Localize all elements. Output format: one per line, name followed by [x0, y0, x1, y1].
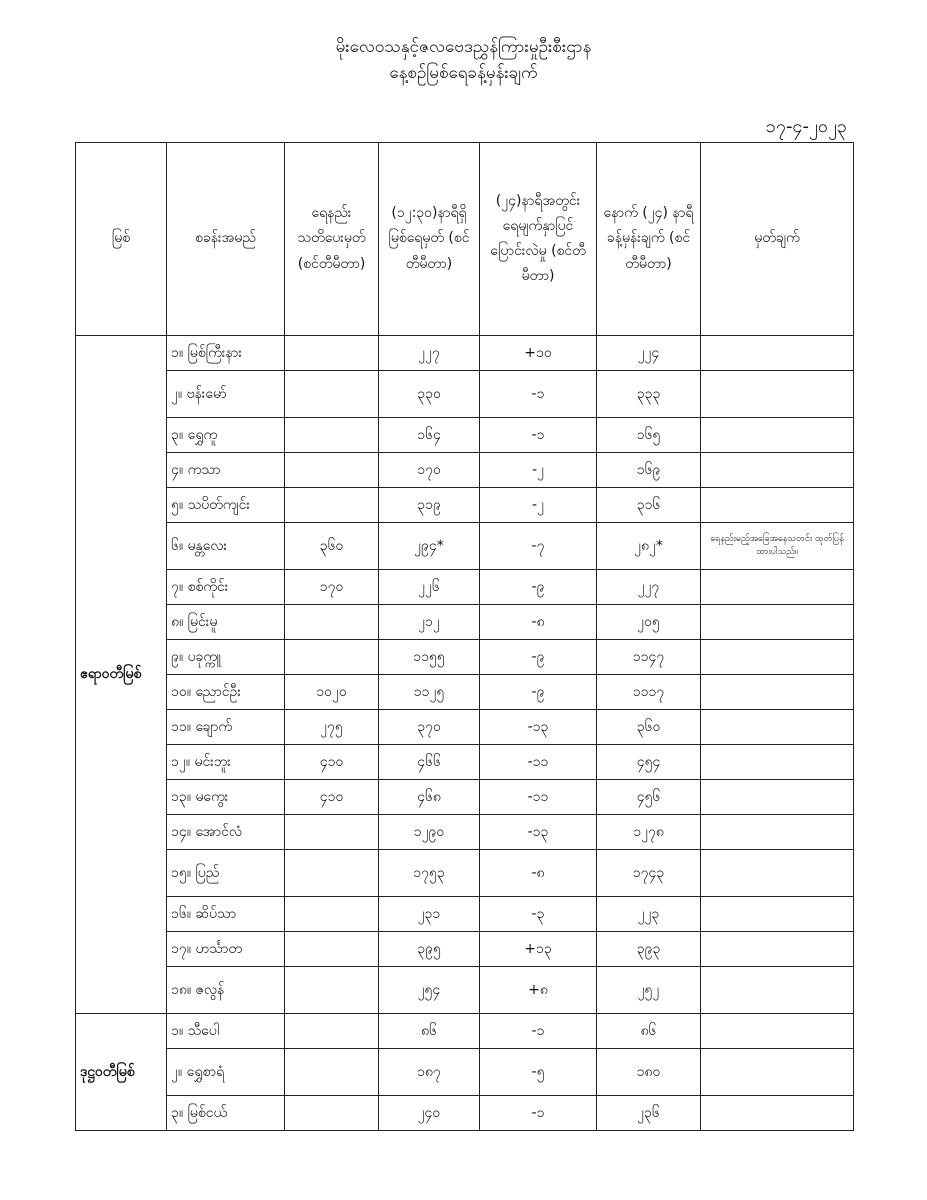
change-cell: -၅: [480, 1049, 597, 1096]
change-cell: -၁: [480, 1096, 597, 1131]
current-level-cell: ၃၃၀: [379, 371, 480, 418]
header-warning-level: ရေနည်း သတိပေးမှတ် (စင်တီမီတာ): [285, 143, 379, 336]
change-cell: -၁၁: [480, 780, 597, 815]
remark-cell: [701, 745, 854, 780]
remark-cell: [701, 1014, 854, 1049]
station-cell: ၁၃။ မကွေး: [167, 780, 285, 815]
table-row: [76, 1014, 854, 1049]
station-cell: ၅။ သပိတ်ကျင်း: [167, 488, 285, 523]
river-name-cell: ဒုဋ္ဌဝတီမြစ်: [76, 1014, 167, 1131]
current-level-cell: ၁၁၅၅: [379, 640, 480, 675]
change-cell: +၈: [480, 967, 597, 1014]
station-cell: ၁၇။ ဟင်္သာတ: [167, 932, 285, 967]
change-cell: -၉: [480, 675, 597, 710]
forecast-cell: ၂၃၆: [597, 1096, 701, 1131]
warning-level-cell: [285, 1096, 379, 1131]
table-row: [76, 897, 854, 932]
table-row: [76, 710, 854, 745]
table-row: [76, 605, 854, 640]
change-cell: -၁၁: [480, 745, 597, 780]
table-row: [76, 815, 854, 850]
forecast-cell: ၂၂၄: [597, 336, 701, 371]
station-cell: ၁၈။ ဇလွန်: [167, 967, 285, 1014]
table-row: [76, 453, 854, 488]
table-row: [76, 745, 854, 780]
header-current-level: (၁၂:၃၀)နာရီရှိ မြစ်ရေမှတ် (စင်တီမီတာ): [379, 143, 480, 336]
current-level-cell: ၈၆: [379, 1014, 480, 1049]
current-level-cell: ၁၈၇: [379, 1049, 480, 1096]
forecast-cell: ၁၁၁၇: [597, 675, 701, 710]
forecast-cell: ၁၁၄၇: [597, 640, 701, 675]
current-level-cell: ၁၂၉၀: [379, 815, 480, 850]
header-river: မြစ်: [76, 143, 167, 336]
forecast-cell: ၈၆: [597, 1014, 701, 1049]
forecast-cell: ၁၆၅: [597, 418, 701, 453]
current-level-cell: ၃၁၉: [379, 488, 480, 523]
remark-cell: [701, 418, 854, 453]
current-level-cell: ၂၃၁: [379, 897, 480, 932]
current-level-cell: ၂၂၆: [379, 570, 480, 605]
forecast-cell: ၁၆၉: [597, 453, 701, 488]
table-row: [76, 1096, 854, 1131]
station-cell: ၁။ သီပေါ: [167, 1014, 285, 1049]
station-cell: ၉။ ပခုက္ကူ: [167, 640, 285, 675]
warning-level-cell: [285, 371, 379, 418]
warning-level-cell: [285, 967, 379, 1014]
current-level-cell: ၄၆၆: [379, 745, 480, 780]
warning-level-cell: ၁၇၀: [285, 570, 379, 605]
table-body: [76, 336, 854, 1131]
remark-cell: ရေနည်းမည့်အခြေအနေသတင်း ထုတ်ပြန်ထားပါသည်။: [701, 523, 854, 570]
warning-level-cell: [285, 932, 379, 967]
warning-level-cell: [285, 418, 379, 453]
river-level-table: [75, 142, 854, 1131]
warning-level-cell: [285, 850, 379, 897]
table-row: [76, 523, 854, 570]
warning-level-cell: [285, 815, 379, 850]
change-cell: -၉: [480, 640, 597, 675]
change-cell: -၁: [480, 371, 597, 418]
warning-level-cell: ၄၁၀: [285, 780, 379, 815]
station-cell: ၁။ မြစ်ကြီးနား: [167, 336, 285, 371]
station-cell: ၂။ ဗန်းမော်: [167, 371, 285, 418]
change-cell: -၂: [480, 453, 597, 488]
forecast-cell: ၂၂၇: [597, 570, 701, 605]
station-cell: ၆။ မန္တလေး: [167, 523, 285, 570]
header-forecast: နောက် (၂၄) နာရီ ခန့်မှန်းချက် (စင်တီမီတာ): [597, 143, 701, 336]
remark-cell: [701, 336, 854, 371]
station-cell: ၁၁။ ချောက်: [167, 710, 285, 745]
warning-level-cell: [285, 1014, 379, 1049]
current-level-cell: ၁၇၅၃: [379, 850, 480, 897]
change-cell: -၇: [480, 523, 597, 570]
forecast-cell: ၃၃၃: [597, 371, 701, 418]
remark-cell: [701, 967, 854, 1014]
current-level-cell: ၁၁၂၅: [379, 675, 480, 710]
remark-cell: [701, 897, 854, 932]
warning-level-cell: [285, 453, 379, 488]
current-level-cell: ၁၆၄: [379, 418, 480, 453]
header-station: စခန်းအမည်: [167, 143, 285, 336]
remark-cell: [701, 570, 854, 605]
forecast-cell: ၃၆၀: [597, 710, 701, 745]
forecast-cell: ၁၂၇၈: [597, 815, 701, 850]
table-row: [76, 850, 854, 897]
change-cell: -၂: [480, 488, 597, 523]
table-row: [76, 1049, 854, 1096]
change-cell: -၁: [480, 1014, 597, 1049]
warning-level-cell: ၁၀၂၀: [285, 675, 379, 710]
table-row: [76, 967, 854, 1014]
warning-level-cell: [285, 605, 379, 640]
current-level-cell: ၂၅၄: [379, 967, 480, 1014]
change-cell: -၈: [480, 850, 597, 897]
change-cell: -၁၃: [480, 710, 597, 745]
forecast-cell: ၁၇၄၃: [597, 850, 701, 897]
remark-cell: [701, 605, 854, 640]
header-change: (၂၄)နာရီအတွင်း ရေမျက်နှာပြင် ပြောင်းလဲမှု (စင်တီမီတာ): [480, 143, 597, 336]
table-header-row: [76, 143, 854, 336]
station-cell: ၁၀။ ညောင်ဦး: [167, 675, 285, 710]
table-row: [76, 675, 854, 710]
warning-level-cell: ၂၇၅: [285, 710, 379, 745]
current-level-cell: ၁၇၀: [379, 453, 480, 488]
change-cell: -၁၃: [480, 815, 597, 850]
remark-cell: [701, 453, 854, 488]
table-row: [76, 640, 854, 675]
change-cell: -၈: [480, 605, 597, 640]
current-level-cell: ၂၉၄*: [379, 523, 480, 570]
remark-cell: [701, 1096, 854, 1131]
station-cell: ၈။ မြင်းမူ: [167, 605, 285, 640]
forecast-cell: ၂၂၃: [597, 897, 701, 932]
warning-level-cell: ၄၁၀: [285, 745, 379, 780]
station-cell: ၂။ ရွှေစာရံ: [167, 1049, 285, 1096]
remark-cell: [701, 710, 854, 745]
change-cell: +၁၀: [480, 336, 597, 371]
forecast-cell: ၄၅၆: [597, 780, 701, 815]
table-row: [76, 336, 854, 371]
current-level-cell: ၃၉၅: [379, 932, 480, 967]
remark-cell: [701, 780, 854, 815]
remark-cell: [701, 640, 854, 675]
station-cell: ၃။ မြစ်ငယ်: [167, 1096, 285, 1131]
change-cell: -၉: [480, 570, 597, 605]
remark-cell: [701, 815, 854, 850]
current-level-cell: ၂၁၂: [379, 605, 480, 640]
station-cell: ၁၆။ ဆိပ်သာ: [167, 897, 285, 932]
remark-cell: [701, 850, 854, 897]
remark-cell: [701, 371, 854, 418]
forecast-cell: ၂၅၂: [597, 967, 701, 1014]
forecast-cell: ၄၅၄: [597, 745, 701, 780]
current-level-cell: ၂၂၇: [379, 336, 480, 371]
page-title: မိုးလေဝသနှင့်ဇလဗေဒညွှန်ကြားမှုဦးစီးဌာန: [335, 37, 592, 57]
report-date: ၁၇-၄-၂၀၂၃: [765, 116, 847, 137]
forecast-cell: ၃၁၆: [597, 488, 701, 523]
forecast-cell: ၃၉၃: [597, 932, 701, 967]
remark-cell: [701, 675, 854, 710]
warning-level-cell: [285, 897, 379, 932]
table-row: [76, 488, 854, 523]
table-row: [76, 418, 854, 453]
station-cell: ၁၄။ အောင်လံ: [167, 815, 285, 850]
forecast-cell: ၂၀၅: [597, 605, 701, 640]
current-level-cell: ၃၇၀: [379, 710, 480, 745]
remark-cell: [701, 932, 854, 967]
current-level-cell: ၂၄၀: [379, 1096, 480, 1131]
table-row: [76, 570, 854, 605]
table-row: [76, 371, 854, 418]
warning-level-cell: [285, 1049, 379, 1096]
warning-level-cell: [285, 336, 379, 371]
station-cell: ၃။ ရွှေကူ: [167, 418, 285, 453]
page-subtitle: နေ့စဉ်မြစ်ရေခန့်မှန်းချက်: [389, 63, 538, 83]
station-cell: ၄။ ကသာ: [167, 453, 285, 488]
table-row: [76, 780, 854, 815]
warning-level-cell: [285, 640, 379, 675]
remark-cell: [701, 1049, 854, 1096]
station-cell: ၇။ စစ်ကိုင်း: [167, 570, 285, 605]
current-level-cell: ၄၆၈: [379, 780, 480, 815]
change-cell: -၃: [480, 897, 597, 932]
change-cell: +၁၃: [480, 932, 597, 967]
change-cell: -၁: [480, 418, 597, 453]
station-cell: ၁၅။ ပြည်: [167, 850, 285, 897]
station-cell: ၁၂။ မင်းဘူး: [167, 745, 285, 780]
forecast-cell: ၁၈၀: [597, 1049, 701, 1096]
river-name-cell: ဧရာဝတီမြစ်: [76, 336, 167, 1014]
table-row: [76, 932, 854, 967]
header-remark: မှတ်ချက်: [701, 143, 854, 336]
warning-level-cell: [285, 488, 379, 523]
forecast-cell: ၂၈၂*: [597, 523, 701, 570]
warning-level-cell: ၃၆၀: [285, 523, 379, 570]
remark-cell: [701, 488, 854, 523]
